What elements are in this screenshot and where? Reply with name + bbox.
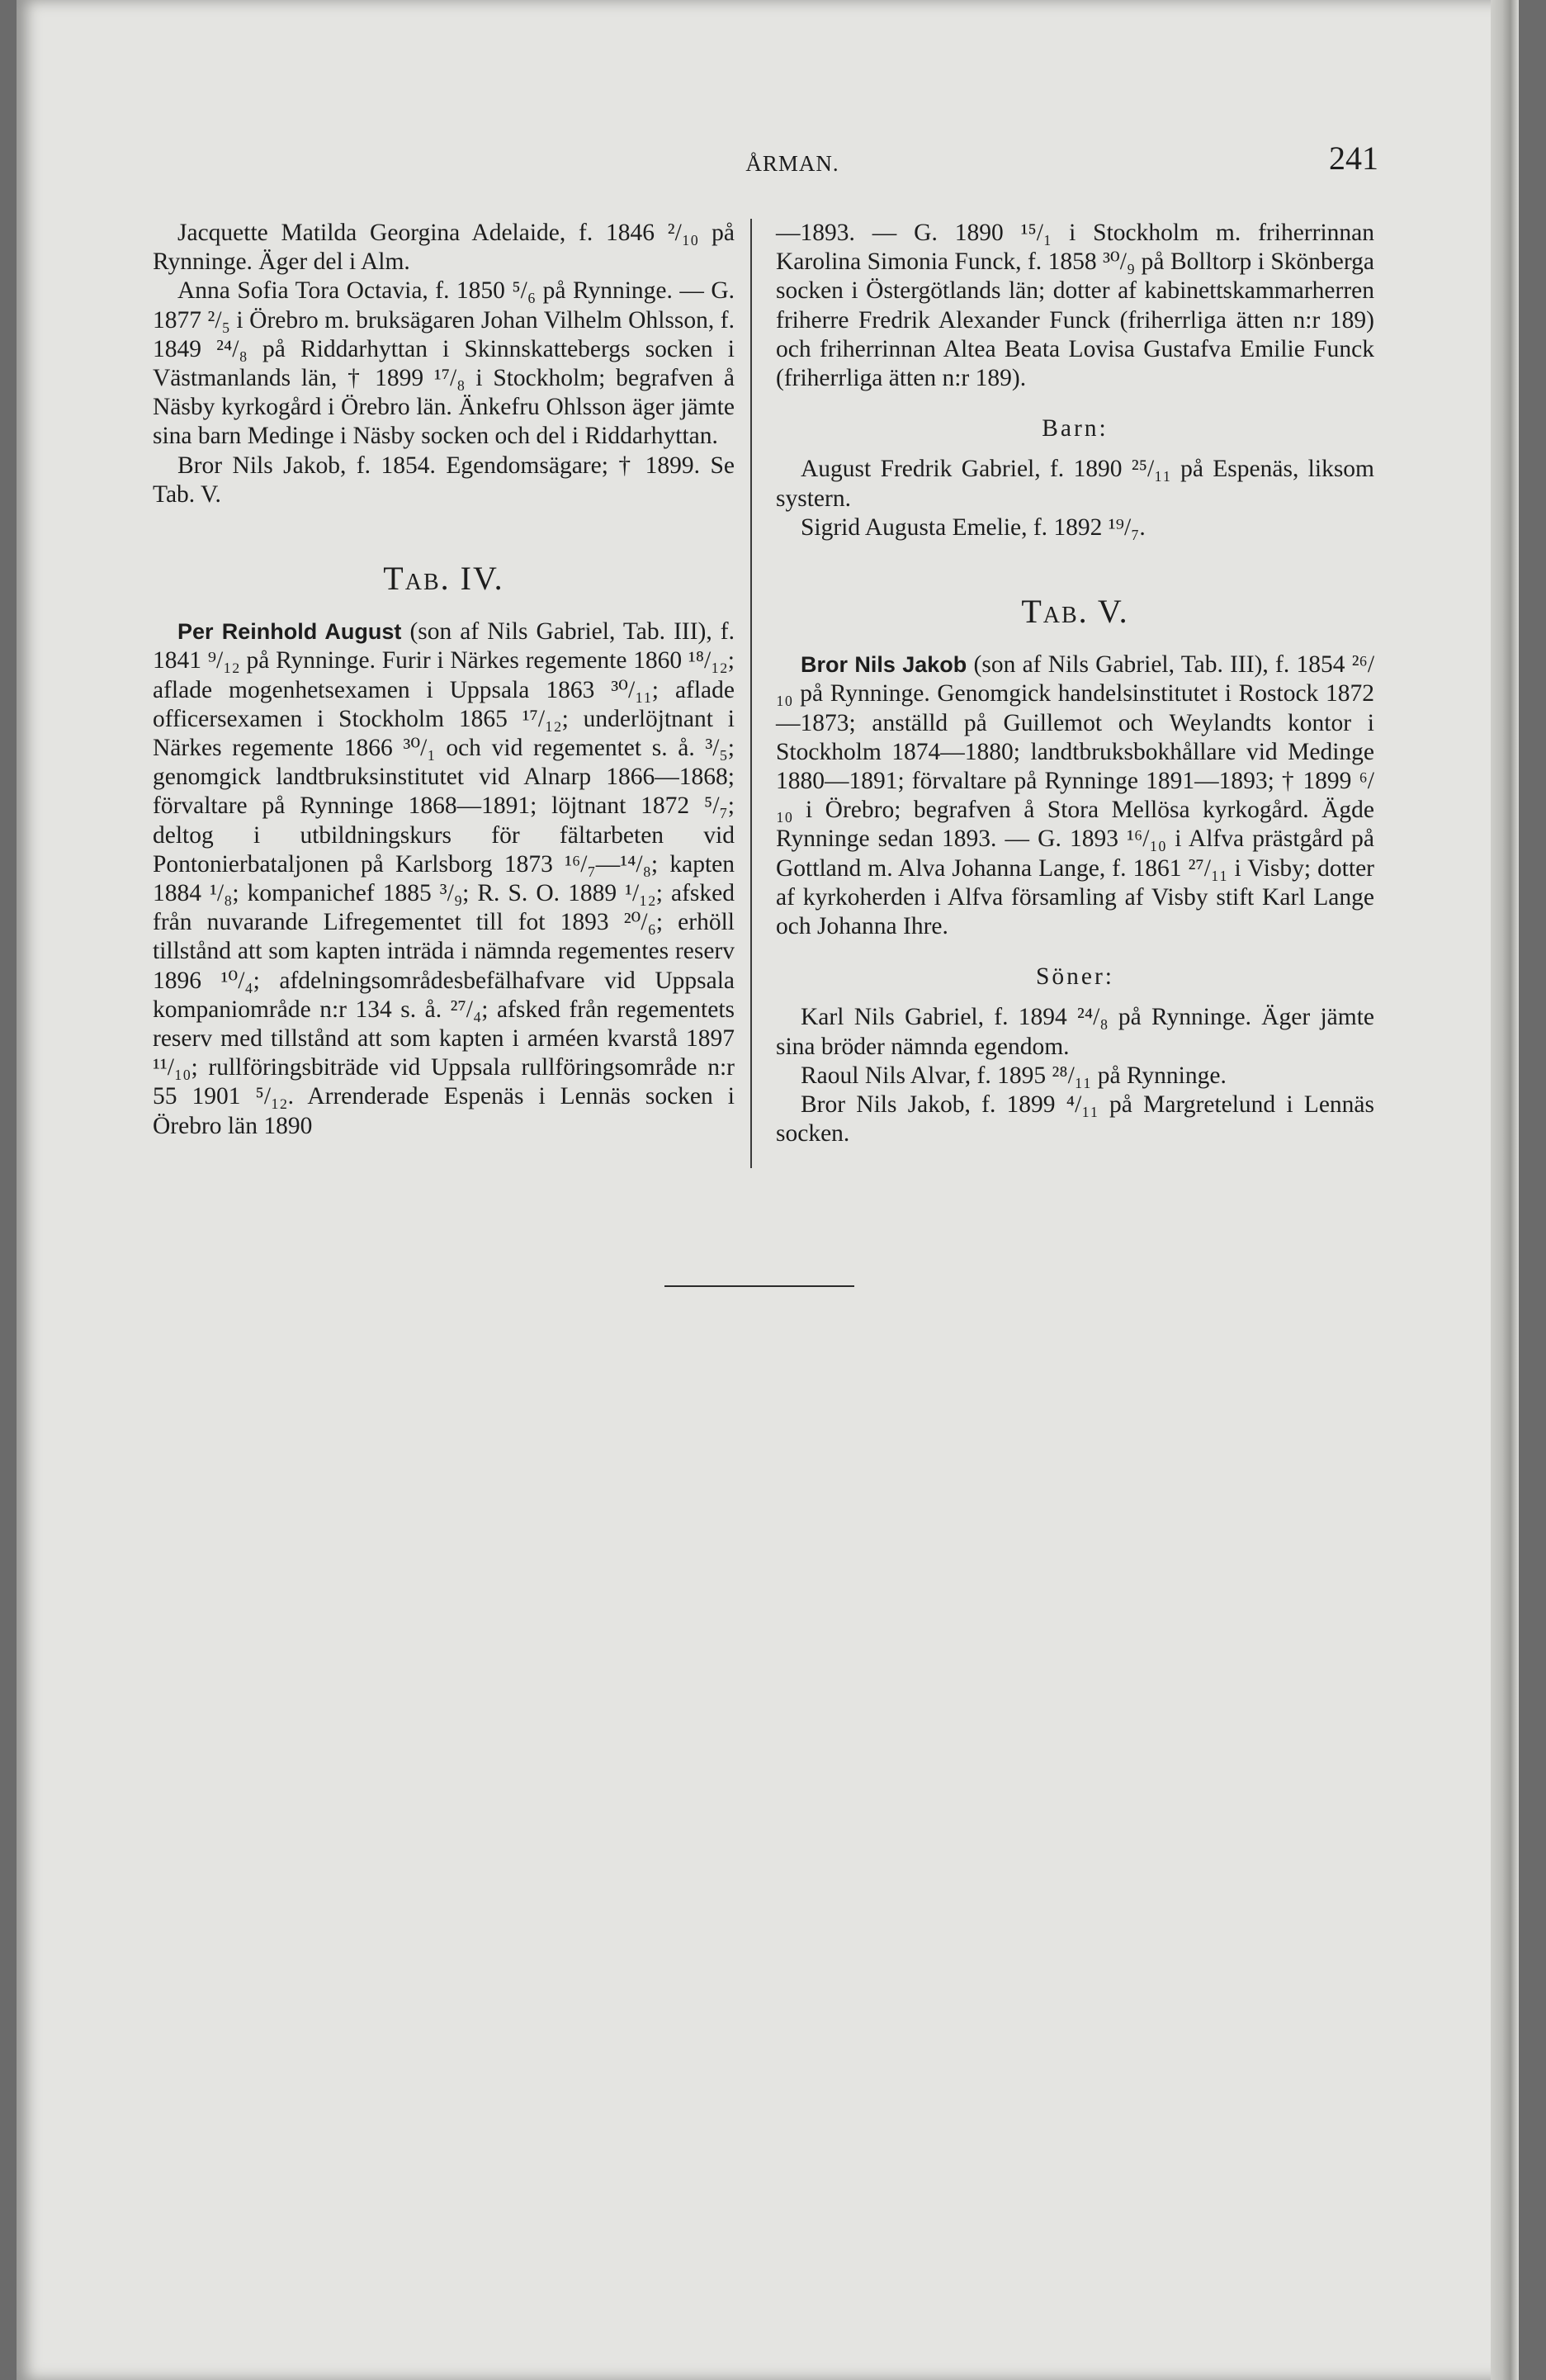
page-number: 241 [1329,140,1378,177]
entry-name: Per Reinhold August [177,619,402,645]
page-edge [1491,0,1519,2380]
list-item: August Fredrik Gabriel, f. 1890 ²⁵/₁₁ på Espenäs, liksom systern. [776,456,1374,512]
section-heading: Tab. V. [1021,593,1129,631]
list-item: Karl Nils Gabriel, f. 1894 ²⁴/₈ på Rynninge. Äger jämte sina bröder nämnda egendom. [776,1004,1374,1060]
paragraph: Jacquette Matilda Georgina Adelaide, f. 1846 ²/₁₀ på Rynninge. Äger del i Alm. [153,220,735,276]
entry-text: (son af Nils Gabriel, Tab. III), f. 1841 ⁹/₁₂ på Rynninge. Furir i Närkes regemente 1860 ¹⁸/₁₂; aflade mogenhetsexamen i Uppsala 1863 ³⁰/₁₁; aflade officersexamen i Stockholm 1865 ¹⁷/₁₂; underlöjtnant i Närkes regemente 1866 ³⁰/₁ och vid regementet s. å. ³/₅; genomgick landtbruksinstitutet vid Alnarp 1866—1868; förvaltare på Rynninge 1868—1891; löjtnant 1872 ⁵/₇; deltog i utbildningskurs för fältarbeten vid Pontonierbataljonen på Karlsborg 1873 ¹⁶/₇—¹⁴/₈; kapten 1884 ¹/₈; kompanichef 1885 ³/₉; R. S. O. 1889 ¹/₁₂; afsked från nuvarande Lifregementet till fot 1893 ²⁰/₆; erhöll tillstånd att som kapten inträda i nämnda regementes reserv 1896 ¹⁰/₄; afdelningsområdesbefälhafvare vid Uppsala kompaniområde n:r 134 s. å. ²⁷/₄; afsked från regementets reserv med tillstånd att som kapten i arméen kvarstå 1897 ¹¹/₁₀; rullföringsbiträde vid Uppsala rullföringsområde n:r 55 1901 ⁵/₁₂. Arrenderade Espenäs i Lennäs socken i Örebro län 1890 [153,618,735,1139]
barn-heading: Barn: [1042,415,1109,442]
entry-paragraph [776,651,1374,941]
soner-heading: Söner: [1035,963,1115,991]
list-item: Raoul Nils Alvar, f. 1895 ²⁸/₁₁ på Rynninge. [801,1062,1227,1089]
end-rule [664,1285,854,1287]
right-column [776,219,1374,1148]
entry-paragraph [153,617,735,1141]
list-item: Bror Nils Jakob, f. 1899 ⁴/₁₁ på Margretelund i Lennäs socken. [776,1091,1374,1147]
list-item: Sigrid Augusta Emelie, f. 1892 ¹⁹/₇. [801,513,1146,541]
book-page [17,0,1519,2380]
paragraph: Bror Nils Jakob, f. 1854. Egendomsägare; † 1899. Se Tab. V. [153,452,735,508]
entry-text: (son af Nils Gabriel, Tab. III), f. 1854 ²⁶/₁₀ på Rynninge. Genomgick handelsinstitutet i Rostock 1872—1873; anställd på Guillemot och Weylandts kontor i Stockholm 1874—1880; landtbruksbokhållare vid Medinge 1880—1891; förvaltare på Rynninge 1891—1893; † 1899 ⁶/₁₀ i Örebro; begrafven å Stora Mellösa kyrkogård. Ägde Rynninge sedan 1893. — G. 1893 ¹⁶/₁₀ i Alfva prästgård på Gottland m. Alva Johanna Lange, f. 1861 ²⁷/₁₁ i Visby; dotter af kyrkoherden i Alfva församling af Visby stift Karl Lange och Johanna Ihre. [776,651,1375,940]
column-divider [750,219,752,1168]
section-heading: Tab. IV. [383,560,504,598]
left-column [153,219,735,1141]
entry-name: Bror Nils Jakob [801,652,967,678]
running-head: ÅRMAN. [745,151,839,176]
paragraph: —1893. — G. 1890 ¹⁵/₁ i Stockholm m. friherrinnan Karolina Simonia Funck, f. 1858 ³⁰/₉ på Bolltorp i Skönberga socken i Östergötlands län; dotter af kabinettskammarherren friherre Fredrik Alexander Funck (friherrliga ätten n:r 189) och friherrinnan Altea Beata Lovisa Gustafva Emilie Funck (friherrliga ätten n:r 189). [776,220,1374,392]
paragraph: Anna Sofia Tora Octavia, f. 1850 ⁵/₆ på Rynninge. — G. 1877 ²/₅ i Örebro m. bruksägaren Johan Vilhelm Ohlsson, f. 1849 ²⁴/₈ på Riddarhyttan i Skinnskattebergs socken i Västmanlands län, † 1899 ¹⁷/₈ i Stockholm; begrafven å Näsby kyrkogård i Örebro län. Änkefru Ohlsson äger jämte sina barn Medinge i Näsby socken och del i Riddarhyttan. [153,277,735,450]
